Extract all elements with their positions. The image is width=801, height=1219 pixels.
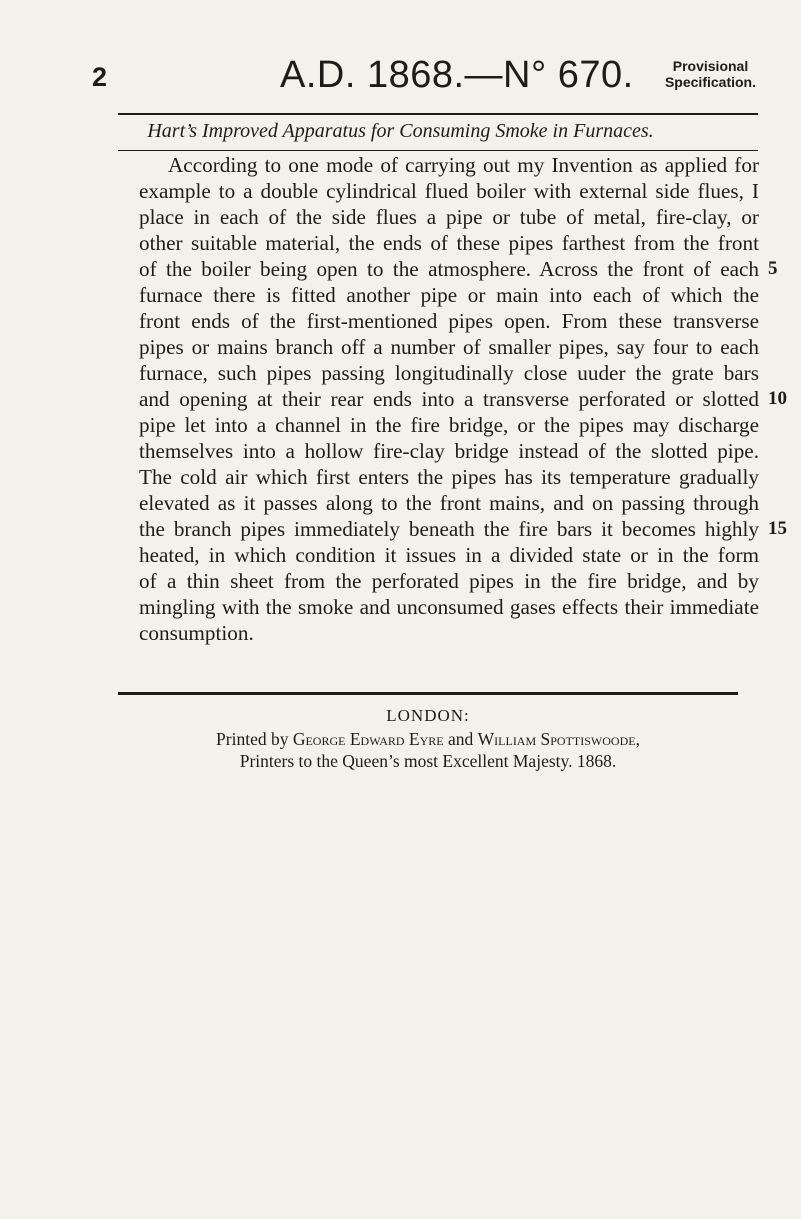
printed-by-label: Printed by	[216, 729, 289, 749]
text-line: consumption.	[139, 621, 254, 645]
text-line: elevated as it passes along to the front mains, and on passing through	[139, 491, 759, 515]
page-number: 2	[92, 62, 108, 92]
specification-label	[665, 58, 756, 90]
text-line: of a thin sheet from the perforated pipes in the fire bridge, and by	[139, 569, 759, 593]
header-title: A.D. 1868.—N° 670.	[280, 54, 634, 96]
text-line: furnace, such pipes passing longitudinally close uuder the grate bars	[139, 361, 759, 385]
text-line: other suitable material, the ends of these pipes farthest from the front	[139, 231, 759, 255]
text-line: example to a double cylindrical flued boiler with external side flues, I	[139, 179, 759, 203]
running-title: Hart’s Improved Apparatus for Consuming Smoke in Furnaces.	[147, 120, 654, 142]
page-header	[92, 48, 756, 104]
text-line: themselves into a hollow fire-clay bridge instead of the slotted pipe.	[139, 439, 759, 463]
text-line: the branch pipes immediately beneath the fire bars it becomes highly	[139, 517, 759, 541]
text-line: pipes or mains branch off a number of smaller pipes, say four to each	[139, 335, 759, 359]
spec-label-line1: Provisional	[672, 58, 749, 74]
text-line: The cold air which first enters the pipes has its temperature gradually	[139, 465, 759, 489]
header-rule	[118, 113, 758, 115]
text-line: of the boiler being open to the atmosphere. Across the front of each	[139, 257, 759, 281]
imprint-line2: Printers to the Queen’s most Excellent Majesty. 1868.	[239, 751, 617, 771]
imprint-printers	[118, 729, 738, 750]
line-number: 5	[768, 258, 778, 279]
text-line: heated, in which condition it issues in a divided state or in the form	[139, 543, 759, 567]
text-line: furnace there is fitted another pipe or main into each of which the	[139, 283, 759, 307]
spec-label-line2: Specification.	[664, 74, 756, 90]
line-number: 10	[768, 388, 787, 409]
text-line: pipe let into a channel in the fire bridge, or the pipes may discharge	[139, 413, 759, 437]
printer-name: George Edward Eyre	[292, 729, 444, 749]
printer-name: William Spottiswoode,	[477, 729, 640, 749]
and-word: and	[447, 729, 474, 749]
text-line: mingling with the smoke and unconsumed gases effects their immediate	[139, 595, 759, 619]
footer-rule	[118, 692, 738, 695]
text-line: According to one mode of carrying out my Invention as applied for	[168, 153, 759, 177]
text-line: and opening at their rear ends into a transverse perforated or slotted	[139, 387, 759, 411]
title-rule	[118, 150, 758, 151]
imprint-place: LONDON:	[386, 706, 470, 725]
line-number: 15	[768, 518, 787, 539]
text-line: place in each of the side flues a pipe or tube of metal, fire-clay, or	[139, 205, 759, 229]
text-line: front ends of the first-mentioned pipes open. From these transverse	[139, 309, 759, 333]
